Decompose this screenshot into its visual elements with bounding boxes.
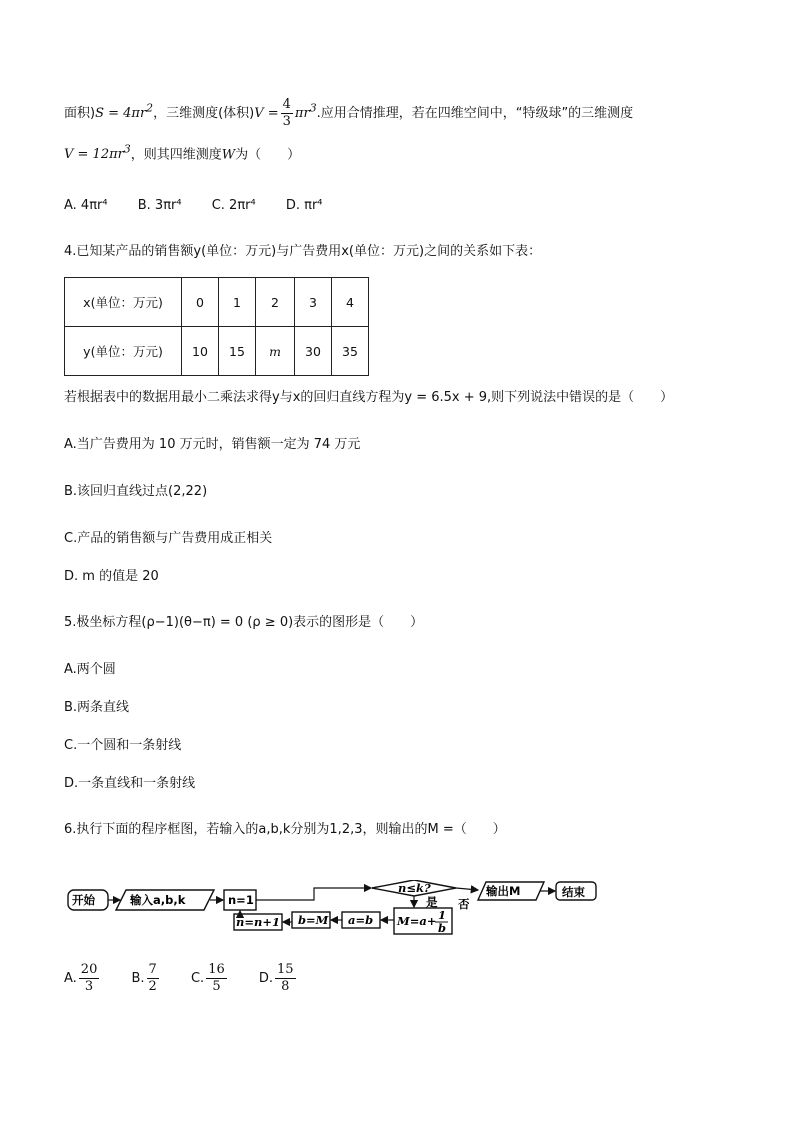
table-cell: 10 [182, 327, 219, 376]
table-cell: 4 [332, 278, 369, 327]
q4-stem: 4.已知某产品的销售额y(单位：万元)与广告费用x(单位：万元)之间的关系如下表： [64, 244, 542, 259]
q3-w: W [221, 147, 236, 163]
fraction: $\frac{16}{5}$ [208, 962, 225, 994]
flow-m-den: b [438, 921, 447, 935]
q6-stem: 6.执行下面的程序框图，若输入的a,b,k分别为1,2,3，则输出的M =（ ） [64, 822, 506, 837]
q4-data-table [64, 277, 369, 376]
flow-bm-label: b=M [298, 913, 329, 927]
q5-stem: 5.极坐标方程(ρ−1)(θ−π) = 0 (ρ ≥ 0)表示的图形是（ ） [64, 615, 424, 630]
q6-option-a[interactable]: A. $\frac{20}{3}$ [64, 962, 98, 994]
q6-option-d[interactable]: D. $\frac{15}{8}$ [258, 962, 294, 994]
q6-options [64, 962, 324, 995]
q3-option-a[interactable]: A. 4πr⁴ [64, 198, 108, 213]
flow-init-label: n=1 [228, 893, 254, 907]
q3-text: 为（ ） [235, 147, 301, 163]
flow-end-label: 结束 [562, 885, 585, 899]
table-cell: m [256, 327, 295, 376]
q4-option-d[interactable]: D. m 的值是 20 [64, 569, 159, 584]
table-cell: 35 [332, 327, 369, 376]
q3-text: ，则其四维测度 [130, 147, 222, 163]
table-row [65, 278, 369, 327]
fraction: $\frac{7}{2}$ [148, 962, 157, 994]
flow-inc-label: n=n+1 [236, 915, 280, 929]
q4-option-c[interactable]: C.产品的销售额与广告费用成正相关 [64, 531, 273, 546]
q6-flowchart [64, 880, 624, 960]
table-cell: 3 [295, 278, 332, 327]
q3-options [64, 197, 349, 215]
q3-option-c[interactable]: C. 2πr⁴ [211, 198, 256, 213]
fraction: $\frac{20}{3}$ [80, 962, 98, 994]
table-cell: 30 [295, 327, 332, 376]
flow-yes-label: 是 [426, 895, 438, 909]
flow-m-label: M=a+ [397, 914, 437, 928]
table-cell: 15 [219, 327, 256, 376]
table-header-x: x(单位：万元) [65, 278, 182, 327]
table-header-y: y(单位：万元) [65, 327, 182, 376]
q3-formula-volume: V = [254, 106, 279, 121]
q4-condition: 若根据表中的数据用最小二乘法求得y与x的回归直线方程为y = 6.5x + 9,则下列说法中错误的是（ ） [64, 390, 674, 405]
flow-ab-label: a=b [348, 913, 374, 927]
q3-text: .应用合情推理，若在四维空间中，“特级球”的三维测度 [316, 106, 634, 121]
q6-option-c[interactable]: C. $\frac{16}{5}$ [190, 962, 225, 994]
q3-option-b[interactable]: B. 3πr⁴ [137, 198, 182, 213]
flow-no-label: 否 [458, 897, 470, 911]
flow-m-num: 1 [438, 908, 447, 922]
q5-option-d[interactable]: D.一条直线和一条射线 [64, 776, 196, 791]
q3-text: 面积) [64, 106, 96, 121]
q3-option-d[interactable]: D. πr⁴ [285, 198, 323, 213]
q3-formula-area: $S = 4\pi r^2$ [95, 101, 154, 121]
table-cell: 0 [182, 278, 219, 327]
q6-option-b[interactable]: B. $\frac{7}{2}$ [131, 962, 157, 994]
q3-line2 [64, 141, 300, 164]
flow-input-label: 输入a,b,k [130, 893, 186, 907]
q3-text: ，三维测度(体积) [153, 106, 255, 121]
fraction: $\frac{15}{8}$ [277, 962, 294, 994]
table-row [65, 327, 369, 376]
q3-formula-volume-tail: $\pi r^3$ [294, 101, 317, 121]
q3-fraction: $\frac{4}{3}$ [282, 97, 291, 129]
q4-option-a[interactable]: A.当广告费用为 10 万元时，销售额一定为 74 万元 [64, 437, 361, 452]
table-cell: 2 [256, 278, 295, 327]
table-cell: 1 [219, 278, 256, 327]
flow-cond-label: n≤k? [398, 881, 431, 895]
q3-formula-v12: $V = 12\pi r^3$ [64, 143, 131, 163]
flow-output-label: 输出M [486, 884, 521, 898]
flow-start-label: 开始 [72, 893, 95, 907]
q3-line1 [64, 97, 633, 130]
q5-option-a[interactable]: A.两个圆 [64, 662, 116, 677]
q5-option-b[interactable]: B.两条直线 [64, 700, 130, 715]
q4-option-b[interactable]: B.该回归直线过点(2,22) [64, 484, 208, 499]
q5-option-c[interactable]: C.一个圆和一条射线 [64, 738, 182, 753]
